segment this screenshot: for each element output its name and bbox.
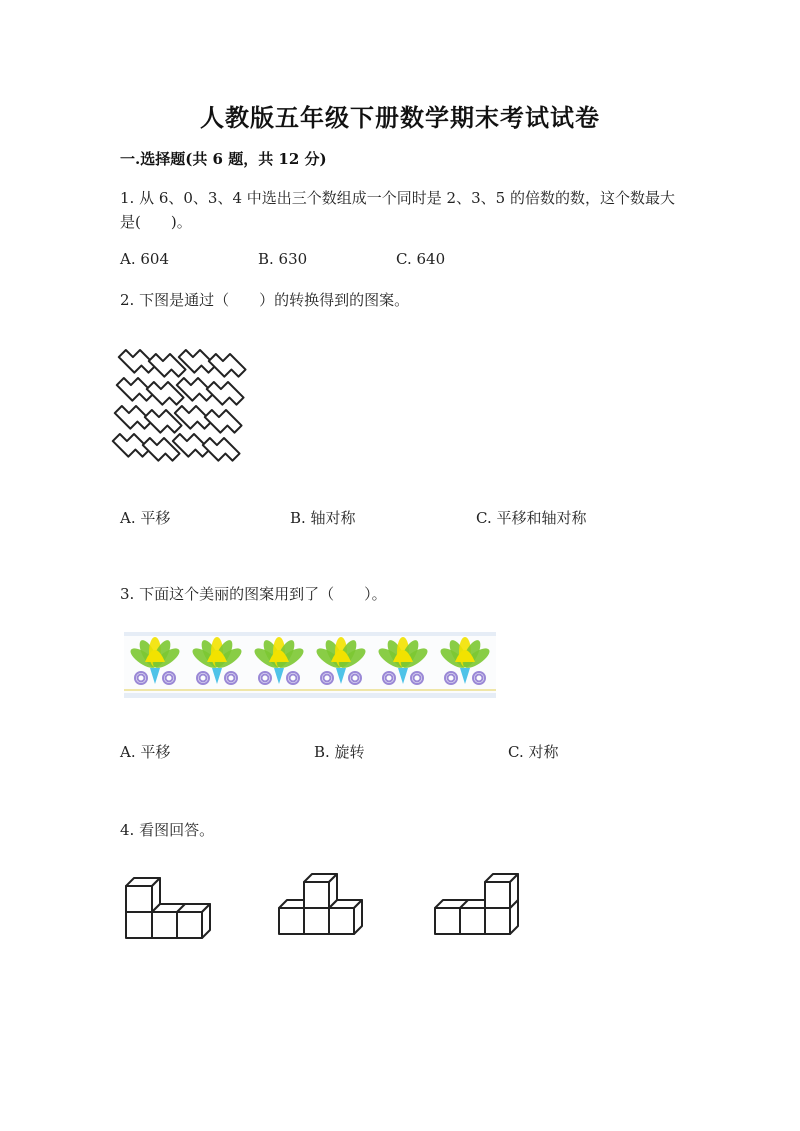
question-1-option-a[interactable]: A. 604 [120, 250, 169, 268]
pattern-tile [207, 375, 244, 412]
question-1-option-c[interactable]: C. 640 [396, 250, 446, 268]
question-1-option-b[interactable]: B. 630 [258, 250, 308, 268]
question-2-option-b[interactable]: B. 轴对称 [290, 509, 356, 527]
question-2-option-a[interactable]: A. 平移 [120, 509, 171, 527]
question-2-text: 2. 下图是通过（ ）的转换得到的图案。 [120, 291, 410, 309]
question-3-option-c[interactable]: C. 对称 [508, 743, 559, 761]
question-3-text: 3. 下面这个美丽的图案用到了（ ）。 [120, 585, 387, 603]
question-1-text: 1. 从 6、0、3、4 中选出三个数组成一个同时是 2、3、5 的倍数的数，这个数最大是( )。 [120, 189, 675, 231]
question-4-text: 4. 看图回答。 [120, 821, 215, 839]
ornament-border-figure [124, 632, 496, 698]
pattern-tile [149, 347, 186, 384]
pattern-tile [145, 403, 182, 440]
cube-stack-figure-2 [276, 872, 368, 940]
pattern-tile [203, 431, 240, 468]
page-title: 人教版五年级下册数学期末考试试卷 [200, 103, 600, 132]
pattern-tile [147, 375, 184, 412]
pattern-tile [205, 403, 242, 440]
cube-stack-figure-1 [124, 876, 216, 944]
interlocking-pattern-figure [118, 340, 268, 468]
cube-stack-figure-3 [432, 872, 524, 940]
question-2-option-c[interactable]: C. 平移和轴对称 [476, 509, 587, 527]
question-3-option-b[interactable]: B. 旋转 [314, 743, 365, 761]
pattern-tile [209, 347, 246, 384]
question-3-option-a[interactable]: A. 平移 [120, 743, 171, 761]
section-heading: 一.选择题(共 6 题，共 12 分) [120, 150, 327, 168]
pattern-tile [143, 431, 180, 468]
